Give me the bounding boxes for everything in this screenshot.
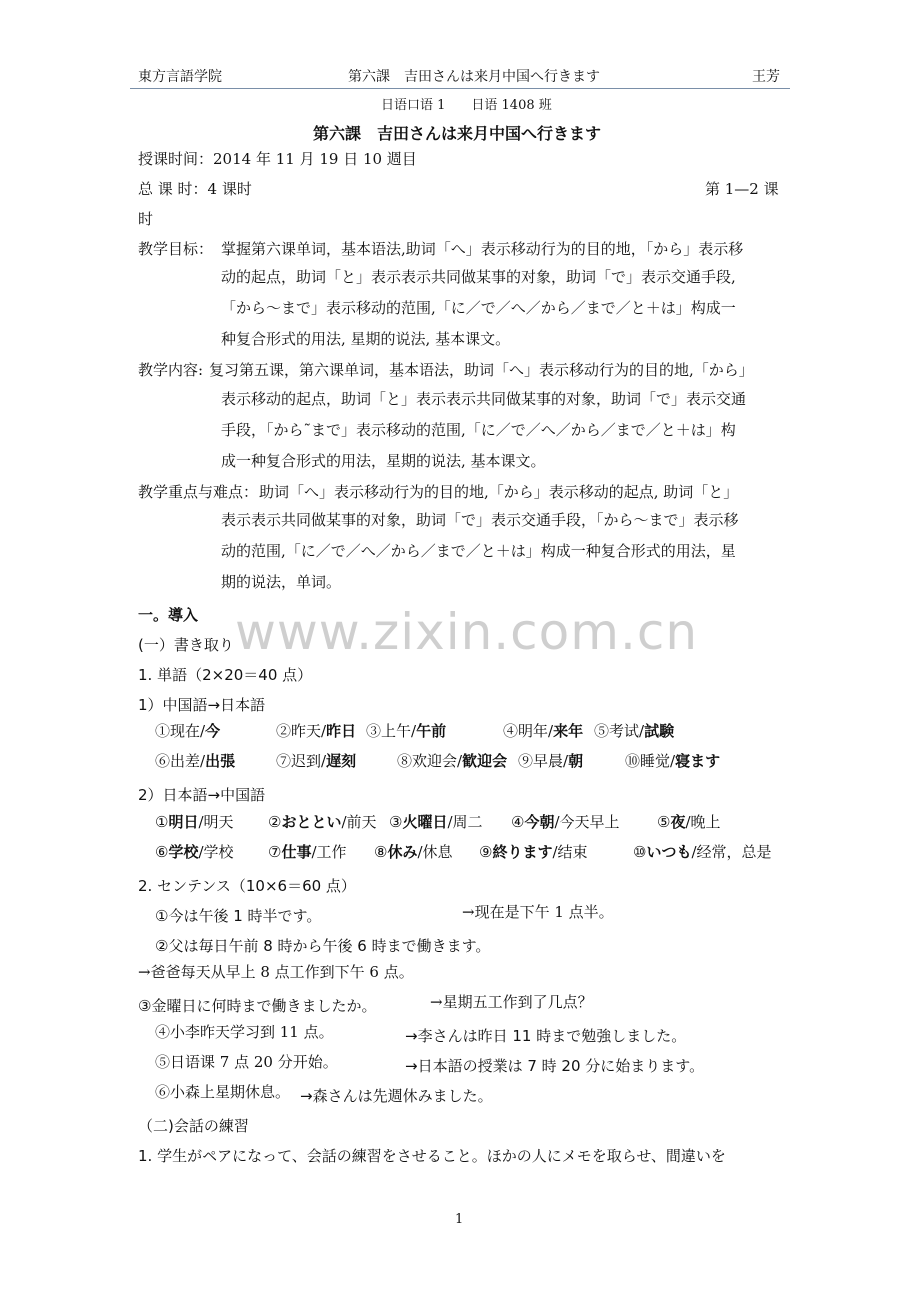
vocab-item: ⑥学校/学校: [155, 843, 234, 861]
content-line: 表示移动的起点，助词「と」表示表示共同做某事的对象，助词「で」表示交通: [221, 390, 747, 408]
vocab-item: ①现在/今: [155, 722, 221, 740]
vocab-item: ④今朝/今天早上: [511, 813, 620, 831]
vocab-item: ③火曜日/周二: [389, 813, 483, 831]
keypoints-line: 期的说法，单词。: [221, 573, 342, 591]
page-number: 1: [455, 1212, 464, 1227]
sentence-cn: →星期五工作到了几点？: [430, 993, 593, 1011]
header-right: 王芳: [752, 69, 780, 85]
header-divider: [130, 88, 790, 89]
sentence-cn: ⑥小森上星期休息。: [155, 1083, 291, 1101]
goal-line-1: 掌握第六课单词，基本语法,助词「へ」表示移动行为的目的地，「から」表示移: [221, 240, 744, 258]
lesson-range: 第 1—2 课: [705, 180, 779, 198]
vocab-item: ⑩いつも/经常，总是: [633, 843, 772, 861]
watermark: www.zixin.com.cn: [235, 603, 699, 661]
practice-instruction: 1. 学生がペアになって、会話の練習をさせること。ほかの人にメモを取らせ、間違いを: [138, 1147, 726, 1165]
sentence-cn: →爸爸每天从早上 8 点工作到下午 6 点。: [138, 963, 414, 981]
keypoints-continued: [221, 505, 784, 598]
vocab-item: ⑤考试/試験: [594, 722, 675, 740]
vocab-item: ⑩睡觉/寝ます: [625, 752, 721, 770]
vocab-item: ⑨終ります/结束: [479, 843, 588, 861]
sentence-jp: →森さんは先週休みました。: [300, 1087, 493, 1105]
sentence-jp: →李さんは昨日 11 時まで勉強しました。: [405, 1027, 687, 1045]
item-sentences: 2. センテンス（10×6＝60 点）: [138, 877, 356, 895]
goal-label: 教学目标：: [138, 240, 214, 258]
content-line: 成一种复合形式的用法，星期的说法, 基本课文。: [221, 452, 546, 470]
vocab-item: ⑥出差/出張: [155, 752, 236, 770]
sentence-cn: →现在是下午 1 点半。: [462, 903, 614, 921]
sentence-cn: ④小李昨天学习到 11 点。: [155, 1023, 334, 1041]
lesson-range-wrap: 时: [138, 210, 154, 228]
total-hours: 总 课 时：4 课时: [138, 180, 252, 198]
section-heading: 一。導入: [138, 606, 199, 624]
cn-to-jp-heading: 1）中国語→日本語: [138, 696, 266, 714]
goal-line: 种复合形式的用法, 星期的说法, 基本课文。: [221, 330, 511, 348]
item-vocabulary: 1. 単語（2×20＝40 点）: [138, 666, 313, 684]
vocab-item: ④明年/来年: [503, 722, 584, 740]
vocab-item: ⑦仕事/工作: [268, 843, 347, 861]
vocab-item: ⑧欢迎会/歓迎会: [397, 752, 508, 770]
keypoints-line: 动的范围,「に／で／へ／から／まで／と＋は」构成一种复合形式的用法，星: [221, 542, 736, 560]
subheader: 日语口语 1 日语 1408 班: [381, 98, 552, 113]
class-time: 授课时间：2014 年 11 月 19 日 10 週目: [138, 150, 417, 168]
sentence-jp: →日本語の授業は 7 時 20 分に始まります。: [405, 1057, 705, 1075]
vocab-item: ②おととい/前天: [268, 813, 377, 831]
vocab-item: ⑤夜/晚上: [657, 813, 721, 831]
vocab-item: ①明日/明天: [155, 813, 234, 831]
header-center: 第六課 吉田さんは来月中国へ行きます: [348, 69, 600, 85]
vocab-item: ⑨早晨/朝: [518, 752, 584, 770]
goal-line: 「から～まで」表示移动的范围,「に／で／へ／から／まで／と＋は」构成一: [221, 299, 736, 317]
vocab-item: ③上午/午前: [366, 722, 447, 740]
subsection-conversation: （二)会話の練習: [138, 1117, 249, 1135]
header-left: 東方言語学院: [138, 69, 222, 85]
goal-continued: [221, 262, 784, 355]
content-line: 手段，「から˜まで」表示移动的范围,「に／で／へ／から／まで／と＋は」构: [221, 421, 736, 439]
keypoints-line-1: 助词「へ」表示移动行为的目的地,「から」表示移动的起点, 助词「と」: [259, 483, 739, 501]
content-label: 教学内容:: [138, 361, 204, 379]
keypoints-label: 教学重点与难点：: [138, 483, 259, 501]
vocab-item: ⑦迟到/遅刻: [276, 752, 357, 770]
content-line-1: 复习第五课，第六课单词，基本语法，助词「へ」表示移动行为的目的地,「から」: [209, 361, 754, 379]
vocab-item: ②昨天/昨日: [276, 722, 357, 740]
sentence-jp: ③金曜日に何時まで働きましたか。: [138, 997, 377, 1015]
jp-to-cn-heading: 2）日本語→中国語: [138, 786, 266, 804]
document-title: 第六課 吉田さんは来月中国へ行きます: [313, 124, 602, 143]
content-continued: [221, 384, 784, 477]
keypoints-line: 表示表示共同做某事的对象，助词「で」表示交通手段，「から～まで」表示移: [221, 511, 739, 529]
goal-line: 动的起点，助词「と」表示表示共同做某事的对象，助词「で」表示交通手段,: [221, 268, 736, 286]
vocab-item: ⑧休み/休息: [374, 843, 453, 861]
sentence-jp: ②父は毎日午前 8 時から午後 6 時まで働きます。: [155, 937, 491, 955]
sentence-jp: ①今は午後 1 時半です。: [155, 907, 322, 925]
sentence-cn: ⑤日语课 7 点 20 分开始。: [155, 1053, 338, 1071]
subsection-dictation: (一）書き取り: [138, 636, 234, 654]
